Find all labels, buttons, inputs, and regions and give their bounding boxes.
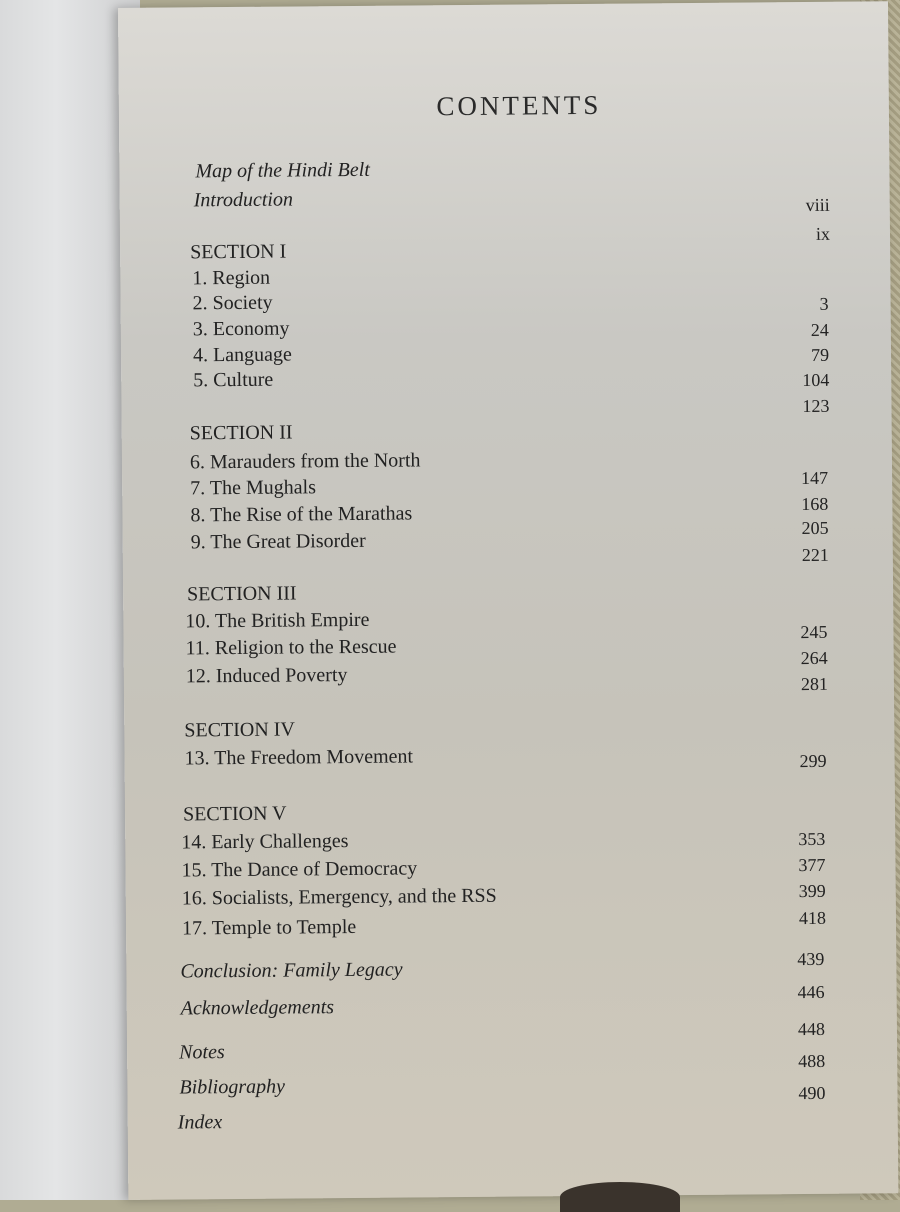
toc-bibliography: Bibliography <box>179 1075 286 1099</box>
page-number: 281 <box>800 673 829 695</box>
toc-chapter: 6. Marauders from the North <box>189 449 421 474</box>
toc-chapter: 5. Culture <box>193 368 274 392</box>
toc-chapter: 12. Induced Poverty <box>185 664 348 688</box>
finger-shadow <box>560 1182 680 1212</box>
toc-conclusion: Conclusion: Family Legacy <box>180 958 403 983</box>
toc-chapter: 7. The Mughals <box>190 476 317 500</box>
page-number: 79 <box>810 344 830 365</box>
section-heading: SECTION II <box>189 421 293 445</box>
section-heading: SECTION I <box>190 240 287 264</box>
toc-chapter: 2. Society <box>192 291 273 315</box>
page-number: 377 <box>798 854 826 876</box>
page-number: 399 <box>798 880 826 902</box>
toc-acknowledgements: Acknowledgements <box>180 996 335 1020</box>
page-number: viii <box>805 194 830 216</box>
toc-map: Map of the Hindi Belt <box>195 158 370 183</box>
toc-chapter: 1. Region <box>192 266 271 290</box>
toc-chapter: 3. Economy <box>192 317 290 341</box>
page-number: 299 <box>799 750 827 772</box>
page-number: 104 <box>802 369 830 391</box>
page-title: CONTENTS <box>436 89 602 122</box>
toc-chapter: 14. Early Challenges <box>181 830 349 854</box>
toc-index: Index <box>177 1111 223 1134</box>
page-number: 123 <box>802 395 830 417</box>
toc-chapter: 16. Socialists, Emergency, and the RSS <box>181 884 497 910</box>
toc-chapter: 17. Temple to Temple <box>181 915 357 940</box>
toc-chapter: 11. Religion to the Rescue <box>185 635 397 660</box>
page-number: ix <box>815 223 831 244</box>
section-heading: SECTION III <box>187 582 297 606</box>
page-number: 147 <box>801 467 829 489</box>
page-number: 448 <box>797 1018 826 1040</box>
page-number: 205 <box>801 517 829 539</box>
toc-introduction: Introduction <box>193 188 294 212</box>
page-number: 446 <box>797 981 825 1003</box>
page-number: 245 <box>800 621 828 643</box>
page-number: 168 <box>801 493 829 515</box>
toc-chapter: 9. The Great Disorder <box>190 529 366 554</box>
toc-notes: Notes <box>179 1041 225 1064</box>
book-page <box>118 1 898 1200</box>
page-number: 439 <box>797 948 825 970</box>
toc-chapter: 10. The British Empire <box>185 608 370 633</box>
page-number: 264 <box>800 647 828 669</box>
toc-chapter: 13. The Freedom Movement <box>184 745 414 770</box>
toc-chapter: 15. The Dance of Democracy <box>181 857 418 882</box>
page-number: 353 <box>798 828 826 850</box>
page-number: 490 <box>798 1082 826 1104</box>
toc-chapter: 4. Language <box>192 343 292 367</box>
page-number: 418 <box>798 907 827 929</box>
toc-chapter: 8. The Rise of the Marathas <box>190 502 413 527</box>
page-number: 488 <box>798 1050 826 1072</box>
section-heading: SECTION IV <box>184 718 295 742</box>
page-number: 3 <box>819 293 829 314</box>
section-heading: SECTION V <box>182 802 287 826</box>
page-number: 24 <box>810 319 829 340</box>
page-number: 221 <box>801 544 829 566</box>
